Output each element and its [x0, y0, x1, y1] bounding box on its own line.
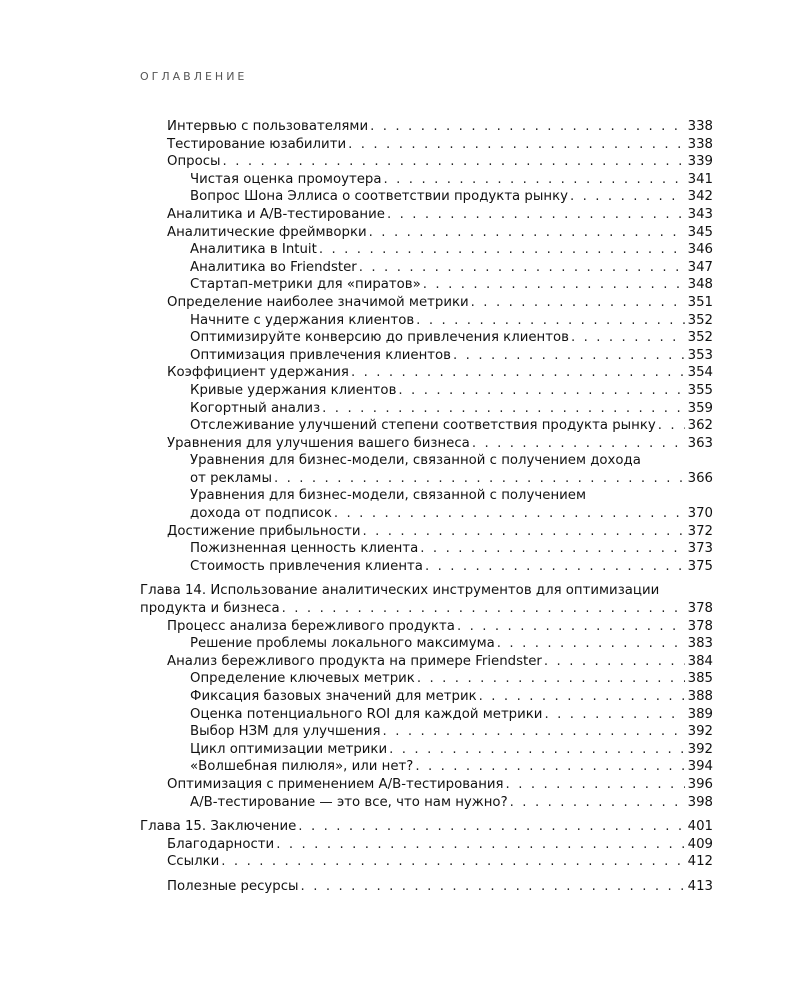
dot-leader	[420, 540, 684, 558]
toc-entry	[0, 582, 800, 617]
dot-leader	[348, 136, 685, 154]
toc-entry-title: Кривые удержания клиентов	[190, 382, 397, 398]
toc-entry	[0, 364, 800, 382]
dot-leader	[544, 706, 684, 724]
toc-page-number: 347	[687, 259, 713, 275]
dot-leader	[301, 878, 685, 896]
toc-page-number: 342	[687, 189, 713, 205]
dot-leader	[319, 241, 685, 259]
dot-leader	[282, 600, 685, 618]
toc-page-number: 394	[687, 759, 713, 775]
toc-entry-title: A/B-тестирование — это все, что нам нужно?	[190, 794, 508, 810]
toc-entry-title: Чистая оценка промоутера	[190, 171, 382, 187]
dot-leader	[389, 741, 685, 759]
toc-entry	[0, 818, 800, 836]
toc-entry	[0, 171, 800, 189]
toc-entry	[0, 452, 800, 487]
toc-page-number: 346	[687, 242, 713, 258]
toc-entry	[0, 276, 800, 294]
dot-leader	[457, 618, 685, 636]
toc-page-number: 378	[687, 618, 713, 634]
dot-leader	[362, 523, 684, 541]
toc-page-number: 351	[687, 294, 713, 310]
toc-entry	[0, 540, 800, 558]
toc-entry-title: Оценка потенциального ROI для каждой метрики	[190, 706, 543, 722]
toc-page-number: 398	[687, 794, 713, 810]
toc-page-number: 362	[687, 418, 713, 434]
toc-entry-title: Тестирование юзабилити	[167, 136, 347, 152]
toc-entry-title: Начните с удержания клиентов	[190, 312, 415, 328]
toc-entry-title: Аналитика и A/B-тестирование	[167, 206, 385, 222]
toc-entry	[0, 776, 800, 794]
toc-entry-title-continued: продукта и бизнеса	[140, 601, 280, 617]
toc-entry-title: Отслеживание улучшений степени соответствия продукта рынку	[190, 418, 656, 434]
toc-entry-title: Уравнения для бизнес-модели, связанной с получением дохода	[190, 453, 641, 469]
dot-leader	[658, 417, 685, 435]
dot-leader	[453, 347, 685, 365]
dot-leader	[423, 276, 685, 294]
dot-leader	[274, 470, 685, 488]
toc-entry	[0, 417, 800, 435]
dot-leader	[425, 558, 685, 576]
toc-page-number: 383	[687, 636, 713, 652]
toc-entry-title: Стартап-метрики для «пиратов»	[190, 277, 421, 293]
toc-entry-title: Определение ключевых метрик	[190, 671, 415, 687]
dot-leader	[334, 505, 685, 523]
dot-leader	[479, 688, 685, 706]
toc-entry	[0, 706, 800, 724]
toc-entry	[0, 224, 800, 242]
toc-entry-title: Коэффициент удержания	[167, 365, 349, 381]
toc-entry	[0, 523, 800, 541]
toc-entry-title: Оптимизация привлечения клиентов	[190, 347, 452, 363]
toc-entry-title: Опросы	[167, 154, 221, 170]
dot-leader	[506, 776, 685, 794]
toc-entry	[0, 635, 800, 653]
toc-page-number: 389	[687, 706, 713, 722]
toc-page-number: 353	[687, 347, 713, 363]
toc-entry	[0, 329, 800, 347]
toc-entry-title: Интервью с пользователями	[167, 119, 369, 134]
toc-entry-title: Ссылки	[167, 854, 220, 870]
toc-entry-title: Полезные ресурсы	[167, 878, 299, 894]
toc-entry	[0, 259, 800, 277]
toc-entry	[0, 653, 800, 671]
toc-entry	[0, 853, 800, 871]
toc-page-number: 401	[687, 819, 713, 835]
toc-entry	[0, 794, 800, 812]
dot-leader	[497, 635, 685, 653]
toc-entry-title: Достижение прибыльности	[167, 523, 361, 539]
toc-entry	[0, 241, 800, 259]
toc-entry	[0, 741, 800, 759]
toc-entry	[0, 618, 800, 636]
dot-leader	[571, 329, 685, 347]
toc-page-number: 354	[687, 365, 713, 381]
toc-page-number: 355	[687, 382, 713, 398]
dot-leader	[322, 400, 684, 418]
toc-entry-title: Когортный анализ	[190, 400, 321, 416]
toc-entry-title: Уравнения для улучшения вашего бизнеса	[167, 435, 470, 451]
toc-entry-title-continued: дохода от подписок	[190, 506, 332, 522]
toc-page-number: 412	[687, 854, 713, 870]
dot-leader	[223, 153, 685, 171]
toc-entry-title: Глава 15. Заключение	[140, 819, 297, 835]
toc-page-number: 352	[687, 330, 713, 346]
dot-leader	[417, 670, 685, 688]
dot-leader	[398, 382, 684, 400]
toc-entry-title: Пожизненная ценность клиента	[190, 541, 419, 557]
toc-page-number: 338	[687, 136, 713, 152]
toc-entry	[0, 670, 800, 688]
dot-leader	[383, 171, 684, 189]
toc-page-number: 413	[687, 878, 713, 894]
dot-leader	[510, 794, 685, 812]
dot-leader	[276, 836, 684, 854]
toc-page-number: 388	[687, 689, 713, 704]
toc-entry-title: «Волшебная пилюля», или нет?	[190, 759, 414, 775]
toc-entry-title: Уравнения для бизнес-модели, связанной с получением	[190, 488, 586, 504]
toc-entry-title: Решение проблемы локального максимума	[190, 636, 495, 652]
dot-leader	[570, 188, 685, 206]
toc-page-number: 385	[687, 671, 713, 687]
toc-entry-title: Цикл оптимизации метрики	[190, 741, 388, 757]
toc-entry-title: Определение наиболее значимой метрики	[167, 294, 469, 310]
toc-entry-title: Аналитика во Friendster	[190, 259, 357, 275]
toc-entry	[0, 400, 800, 418]
table-of-contents	[0, 118, 800, 896]
toc-page-number: 370	[687, 506, 713, 522]
toc-page-number: 375	[687, 558, 713, 574]
toc-entry	[0, 206, 800, 224]
toc-entry-title: Глава 14. Использование аналитических инструментов для оптимизации	[140, 583, 660, 599]
toc-entry	[0, 347, 800, 365]
toc-page-number: 363	[687, 435, 713, 451]
dot-leader	[351, 364, 685, 382]
dot-leader	[415, 758, 684, 776]
toc-entry	[0, 758, 800, 776]
toc-page-number: 384	[687, 653, 713, 669]
dot-leader	[471, 294, 685, 312]
toc-page-number: 396	[687, 776, 713, 792]
toc-entry	[0, 435, 800, 453]
toc-entry-title-continued: от рекламы	[190, 470, 272, 486]
toc-page-number: 343	[687, 206, 713, 222]
toc-entry-title: Стоимость привлечения клиента	[190, 558, 423, 574]
dot-leader	[544, 653, 685, 671]
toc-page-number: 338	[687, 119, 713, 134]
toc-entry	[0, 878, 800, 896]
toc-entry-title: Вопрос Шона Эллиса о соответствии продукта рынку	[190, 189, 568, 205]
toc-entry	[0, 558, 800, 576]
toc-entry	[0, 294, 800, 312]
toc-entry	[0, 188, 800, 206]
toc-entry	[0, 688, 800, 706]
toc-entry	[0, 136, 800, 154]
toc-entry	[0, 153, 800, 171]
toc-page-number: 348	[687, 277, 713, 293]
page-header: ОГЛАВЛЕНИЕ	[140, 70, 248, 83]
dot-leader	[472, 435, 685, 453]
toc-entry	[0, 312, 800, 330]
toc-page-number: 366	[687, 470, 713, 486]
dot-leader	[298, 818, 684, 836]
toc-page-number: 339	[687, 154, 713, 170]
toc-page-number: 372	[687, 523, 713, 539]
toc-page-number: 341	[687, 171, 713, 187]
toc-entry	[0, 382, 800, 400]
toc-entry-title: Аналитические фреймворки	[167, 224, 367, 240]
toc-entry-title: Аналитика в Intuit	[190, 242, 317, 258]
dot-leader	[370, 118, 685, 136]
toc-page-number: 345	[687, 224, 713, 240]
toc-entry	[0, 118, 800, 136]
toc-entry-title: Выбор НЗМ для улучшения	[190, 724, 381, 740]
toc-entry-title: Оптимизируйте конверсию до привлечения клиентов	[190, 330, 569, 346]
dot-leader	[221, 853, 684, 871]
toc-entry	[0, 723, 800, 741]
toc-entry-title: Благодарности	[167, 836, 275, 852]
toc-page-number: 359	[687, 400, 713, 416]
toc-entry-title: Процесс анализа бережливого продукта	[167, 618, 455, 634]
toc-page-number: 352	[687, 312, 713, 328]
toc-page-number: 392	[687, 741, 713, 757]
dot-leader	[383, 723, 685, 741]
toc-page-number: 373	[687, 541, 713, 557]
dot-leader	[387, 206, 685, 224]
toc-entry-title: Анализ бережливого продукта на примере Friendster	[167, 653, 542, 669]
dot-leader	[416, 312, 684, 330]
toc-entry	[0, 836, 800, 854]
toc-entry-title: Оптимизация с применением A/B-тестирования	[167, 776, 504, 792]
toc-entry	[0, 487, 800, 522]
dot-leader	[369, 224, 685, 242]
toc-page-number: 378	[687, 601, 713, 617]
toc-entry-title: Фиксация базовых значений для метрик	[190, 689, 477, 704]
toc-page-number: 392	[687, 724, 713, 740]
dot-leader	[359, 259, 685, 277]
toc-page-number: 409	[687, 836, 713, 852]
